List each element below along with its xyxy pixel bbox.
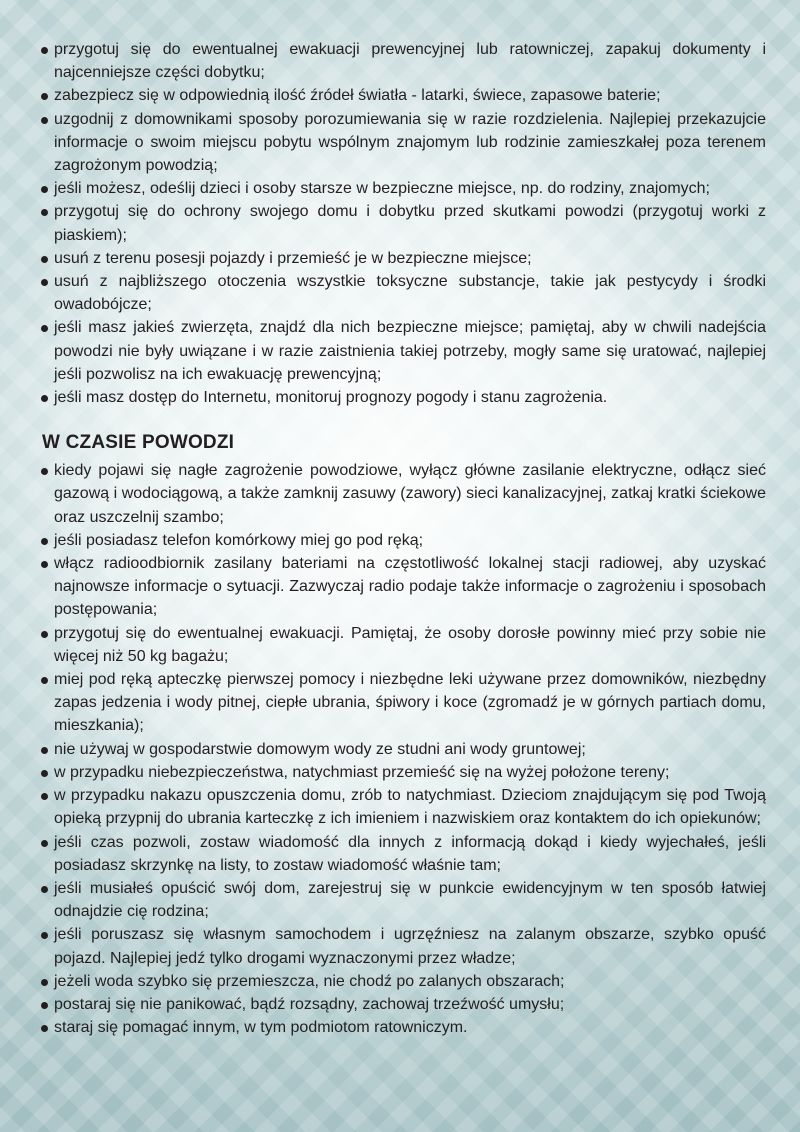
bullet-icon: [41, 279, 48, 286]
bullet-icon: [41, 186, 48, 193]
list-item: usuń z najbliższego otoczenia wszystkie toksyczne substancje, takie jak pestycydy i środki owadobójcze;: [40, 270, 766, 316]
bullet-icon: [41, 979, 48, 986]
bullet-icon: [41, 561, 48, 568]
preparation-list: [40, 38, 766, 409]
list-item: uzgodnij z domownikami sposoby porozumiewania się w razie rozdzielenia. Najlepiej przekazujcie informacje o swoim miejscu pobytu wspólnym znajomym lub rodzinie zamieszkałej poza terenem zagrożonym powodzią;: [40, 108, 766, 178]
list-item: jeżeli woda szybko się przemieszcza, nie chodź po zalanych obszarach;: [40, 970, 766, 993]
list-item: jeśli musiałeś opuścić swój dom, zarejestruj się w punkcie ewidencyjnym w ten sposób łatwiej odnajdzie cię rodzina;: [40, 877, 766, 923]
list-item: w przypadku niebezpieczeństwa, natychmiast przemieść się na wyżej położone tereny;: [40, 761, 766, 784]
list-item: miej pod ręką apteczkę pierwszej pomocy i niezbędne leki używane przez domowników, niezbędny zapas jedzenia i wody pitnej, ciepłe ubrania, śpiwory i koce (zgromadź je w górnych partiach domu, mieszkania);: [40, 668, 766, 738]
list-item: jeśli poruszasz się własnym samochodem i ugrzęźniesz na zalanym obszarze, szybko opuść pojazd. Najlepiej jedź tylko drogami wyznaczonymi przez władze;: [40, 923, 766, 969]
list-item: postaraj się nie panikować, bądź rozsądny, zachowaj trzeźwość umysłu;: [40, 993, 766, 1016]
list-item: staraj się pomagać innym, w tym podmiotom ratowniczym.: [40, 1016, 766, 1039]
list-item: zabezpiecz się w odpowiednią ilość źródeł światła - latarki, świece, zapasowe baterie;: [40, 84, 766, 107]
bullet-icon: [41, 117, 48, 124]
section-heading: W CZASIE POWODZI: [42, 432, 235, 454]
list-item: jeśli posiadasz telefon komórkowy miej go pod ręką;: [40, 529, 766, 552]
list-item: kiedy pojawi się nagłe zagrożenie powodziowe, wyłącz główne zasilanie elektryczne, odłącz sieć gazową i wodociągową, a także zamknij zasuwy (zawory) sieci kanalizacyjnej, zatkaj kratki ściekowe oraz uszczelnij szambo;: [40, 459, 766, 529]
list-item: włącz radioodbiornik zasilany bateriami na częstotliwość lokalnej stacji radiowej, aby uzyskać najnowsze informacje o sytuacji. Zazwyczaj radio podaje także informacje o zagrożeniu i sposobach postępowania;: [40, 552, 766, 622]
bullet-icon: [41, 93, 48, 100]
leaflet-page: [40, 38, 766, 1039]
bullet-icon: [41, 47, 48, 54]
list-item: w przypadku nakazu opuszczenia domu, zrób to natychmiast. Dzieciom znajdującym się pod Twoją opieką przypnij do ubrania karteczkę z ich imieniem i nazwiskiem oraz kontaktem do ich opiekunów;: [40, 784, 766, 830]
list-item: nie używaj w gospodarstwie domowym wody ze studni ani wody gruntowej;: [40, 738, 766, 761]
list-item: jeśli masz jakieś zwierzęta, znajdź dla nich bezpieczne miejsce; pamiętaj, aby w chwili nadejścia powodzi nie były uwiązane i w razie zaistnienia takiej potrzeby, mogły same się uratować, najlepiej jeśli pozwolisz na ich ewakuację prewencyjną;: [40, 316, 766, 386]
during-flood-list: [40, 459, 766, 1039]
bullet-icon: [41, 770, 48, 777]
list-item: jeśli masz dostęp do Internetu, monitoruj prognozy pogody i stanu zagrożenia.: [40, 386, 766, 409]
bullet-icon: [41, 256, 48, 263]
bullet-icon: [41, 1002, 48, 1009]
list-item: przygotuj się do ochrony swojego domu i dobytku przed skutkami powodzi (przygotuj worki z piaskiem);: [40, 200, 766, 246]
list-item: przygotuj się do ewentualnej ewakuacji. Pamiętaj, że osoby dorosłe powinny mieć przy sobie nie więcej niż 50 kg bagażu;: [40, 622, 766, 668]
bullet-icon: [41, 631, 48, 638]
bullet-icon: [41, 209, 48, 216]
bullet-icon: [41, 840, 48, 847]
bullet-icon: [41, 325, 48, 332]
bullet-icon: [41, 932, 48, 939]
list-item: przygotuj się do ewentualnej ewakuacji prewencyjnej lub ratowniczej, zapakuj dokumenty i najcenniejsze części dobytku;: [40, 38, 766, 84]
bullet-icon: [41, 677, 48, 684]
list-item: jeśli możesz, odeślij dzieci i osoby starsze w bezpieczne miejsce, np. do rodziny, znajomych;: [40, 177, 766, 200]
bullet-icon: [41, 1025, 48, 1032]
bullet-icon: [41, 395, 48, 402]
bullet-icon: [41, 468, 48, 475]
bullet-icon: [41, 538, 48, 545]
list-item: usuń z terenu posesji pojazdy i przemieść je w bezpieczne miejsce;: [40, 247, 766, 270]
bullet-icon: [41, 886, 48, 893]
bullet-icon: [41, 747, 48, 754]
bullet-icon: [41, 793, 48, 800]
list-item: jeśli czas pozwoli, zostaw wiadomość dla innych z informacją dokąd i kiedy wyjechałeś, jeśli posiadasz skrzynkę na listy, to zostaw wiadomość właśnie tam;: [40, 831, 766, 877]
